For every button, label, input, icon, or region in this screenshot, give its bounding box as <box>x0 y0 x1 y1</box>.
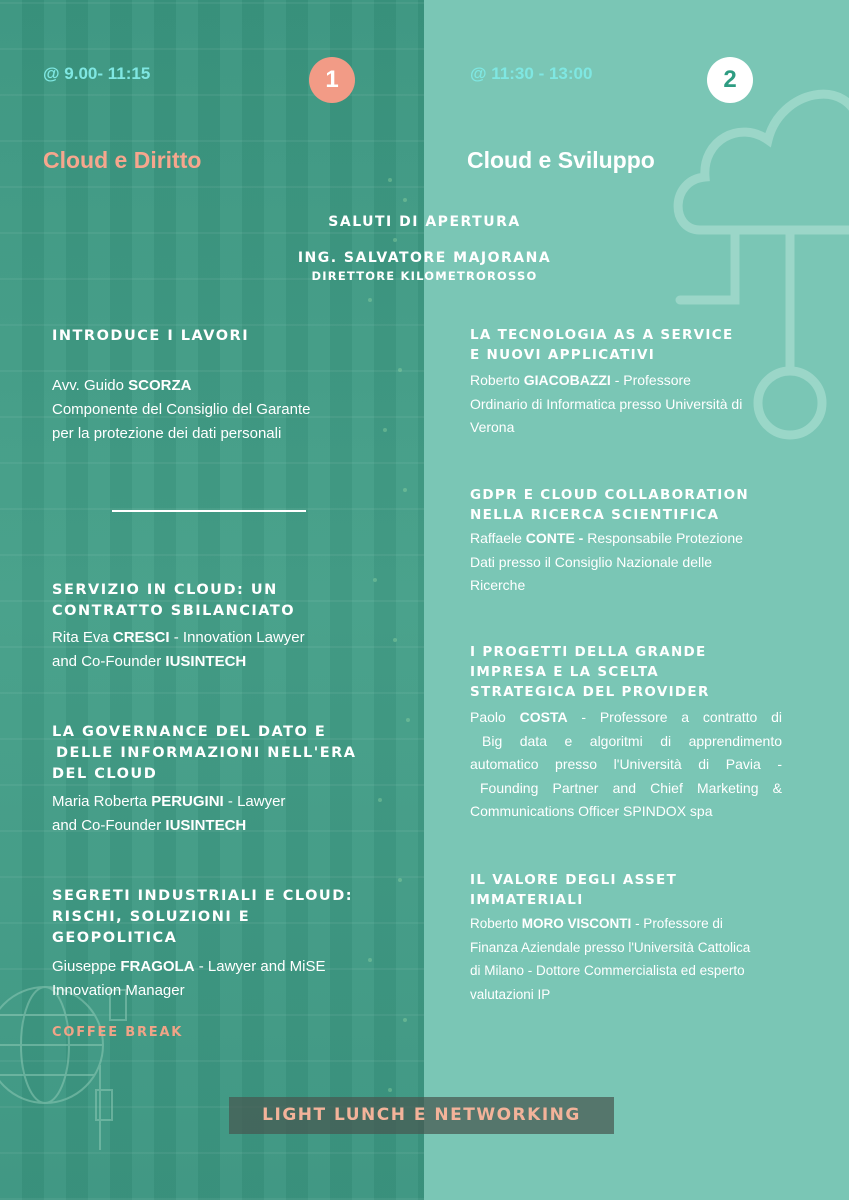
left-time-slot: @ 9.00- 11:15 <box>43 64 151 83</box>
opening-speaker-name: ING. SALVATORE MAJORANA <box>297 250 552 266</box>
intro-speaker-name: Avv. Guido SCORZA <box>52 377 192 394</box>
intro-speaker-role-line1: Componente del Consiglio del Garante <box>52 401 311 418</box>
right-talk1-title: LA TECNOLOGIA AS A SERVICE E NUOVI APPLICATIVI <box>470 327 734 363</box>
left-talk2-speaker: Maria Roberta PERUGINI - Lawyer and Co-Founder IUSINTECH <box>52 793 286 834</box>
coffee-break-label: COFFEE BREAK <box>52 1025 184 1040</box>
left-talk3-speaker: Giuseppe FRAGOLA - Lawyer and MiSE Innovation Manager <box>52 958 326 999</box>
right-time-slot: @ 11:30 - 13:00 <box>470 64 593 83</box>
left-track-title: Cloud e Diritto <box>43 147 202 173</box>
right-talk2-title: GDPR E CLOUD COLLABORATION NELLA RICERCA SCIENTIFICA <box>470 487 749 523</box>
light-lunch-banner: LIGHT LUNCH E NETWORKING <box>229 1097 614 1134</box>
right-talk1-speaker: Roberto GIACOBAZZI - Professore Ordinario di Informatica presso Università di Verona <box>470 372 743 435</box>
left-talk3-title: SEGRETI INDUSTRIALI E CLOUD: RISCHI, SOLUZIONI E GEOPOLITICA <box>52 888 354 946</box>
right-talk4-speaker: Roberto MORO VISCONTI - Professore di Finanza Aziendale presso l'Università Cattolica di Milano - Dottore Commercialista ed esperto valutazioni IP <box>470 916 751 1002</box>
right-talk3-title: I PROGETTI DELLA GRANDE IMPRESA E LA SCELTA STRATEGICA DEL PROVIDER <box>470 644 710 700</box>
intro-speaker-block <box>52 374 392 446</box>
right-talk2-speaker: Raffaele CONTE - Responsabile Protezione Dati presso il Consiglio Nazionale delle Ricerche <box>470 530 743 593</box>
right-talk4-title: IL VALORE DEGLI ASSET IMMATERIALI <box>470 872 678 908</box>
intro-heading: INTRODUCE I LAVORI <box>52 328 250 344</box>
left-track-number-badge: 1 <box>309 57 355 103</box>
left-talk1-speaker: Rita Eva CRESCI - Innovation Lawyer and Co-Founder IUSINTECH <box>52 629 305 670</box>
intro-speaker-role-line2: per la protezione dei dati personali <box>52 425 282 442</box>
right-track-number-badge: 2 <box>707 57 753 103</box>
opening-speaker-role: DIRETTORE KILOMETROROSSO <box>311 269 538 283</box>
section-divider <box>112 510 306 512</box>
left-talk1-title: SERVIZIO IN CLOUD: UN CONTRATTO SBILANCIATO <box>52 582 296 619</box>
left-talk2-title: LA GOVERNANCE DEL DATO E DELLE INFORMAZIONI NELL'ERA DEL CLOUD <box>52 724 357 782</box>
right-track-title: Cloud e Sviluppo <box>467 147 655 173</box>
opening-greetings-heading: SALUTI DI APERTURA <box>328 214 521 230</box>
right-talk3-speaker: Paolo COSTA - Professore a contratto di Big data e algoritmi di apprendimento automatico presso l'Università di Pavia - Founding Partner and Chief Marketing & Communications Officer SPINDOX spa <box>470 709 783 819</box>
